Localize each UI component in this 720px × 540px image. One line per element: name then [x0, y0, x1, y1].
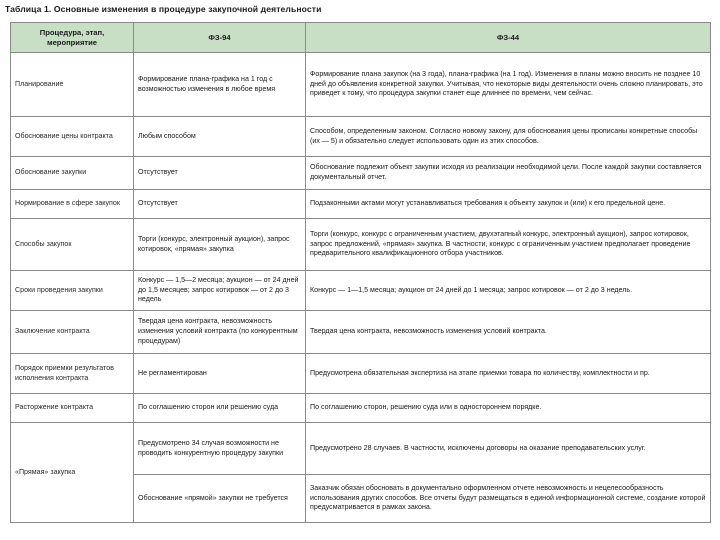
stage-cell: Способы закупок [11, 219, 134, 271]
stage-cell: Заключение контракта [11, 311, 134, 354]
stage-cell: Обоснование цены контракта [11, 117, 134, 157]
fz44-cell: Формирование плана закупок (на 3 года), плана-графика (на 1 год). Изменения в планы можно вносить не позднее 10 дней до объявления конкретной закупки. Учитывая, что некоторые виды деятельности очень сложно планировать, это приведет к тому, что процедура закупки станет еще длиннее по времени, чем сейчас. [306, 53, 711, 117]
fz94-cell: Конкурс — 1,5—2 месяца; аукцион — от 24 дней до 1,5 месяцев; запрос котировок — от 2 до 3 недель [134, 271, 306, 311]
fz94-cell: Твердая цена контракта, невозможность изменения условий контракта (по конкурентным процедурам) [134, 311, 306, 354]
fz44-cell: Обоснование подлежит объект закупки исходя из реализации необходимой цели. После каждой закупки составляется документальный отчет. [306, 157, 711, 190]
table-caption: Таблица 1. Основные изменения в процедуре закупочной деятельности [5, 4, 322, 14]
fz94-cell: Отсутствует [134, 157, 306, 190]
header-fz44: ФЗ-44 [306, 23, 711, 53]
comparison-table [10, 22, 711, 523]
stage-cell: Планирование [11, 53, 134, 117]
fz94-cell: По соглашению сторон или решению суда [134, 394, 306, 423]
table-row [11, 354, 711, 394]
fz44-cell: Твердая цена контракта, невозможность изменения условий контракта. [306, 311, 711, 354]
fz94-cell: Любым способом [134, 117, 306, 157]
fz44-cell: Конкурс — 1—1,5 месяца; аукцион от 24 дней до 1 месяца; запрос котировок — от 2 до 3 недель. [306, 271, 711, 311]
fz94-cell: Не регламентирован [134, 354, 306, 394]
table-row [11, 190, 711, 219]
fz44-cell: Подзаконными актами могут устанавливаться требования к объекту закупок и (или) к его предельной цене. [306, 190, 711, 219]
stage-cell: Расторжение контракта [11, 394, 134, 423]
table-row [11, 53, 711, 117]
fz94-cell: Торги (конкурс, электронный аукцион), запрос котировок, «прямая» закупка [134, 219, 306, 271]
fz44-cell: Торги (конкурс, конкурс с ограниченным участием, двухэтапный конкурс, электронный аукцион), запрос котировок, запрос предложений, «прямая» закупка. В частности, конкурс с ограниченным участием предполагает проведение предварительного квалификационного отбора участников. [306, 219, 711, 271]
table-row [11, 219, 711, 271]
fz44-cell: Предусмотрено 28 случаев. В частности, исключены договоры на оказание преподавательских услуг. [306, 423, 711, 475]
header-row [11, 23, 711, 53]
table-row [11, 394, 711, 423]
fz94-cell: Обоснование «прямой» закупки не требуется [134, 475, 306, 523]
header-fz94: ФЗ-94 [134, 23, 306, 53]
fz44-cell: Заказчик обязан обосновать в документально оформленном отчете невозможность и нецелесообразность использования других способов. Все отчеты будут размещаться в единой информационной системе, создание которой предусматривается в рамках закона. [306, 475, 711, 523]
stage-cell: «Прямая» закупка [11, 423, 134, 523]
fz94-cell: Формирование плана-графика на 1 год с возможностью изменения в любое время [134, 53, 306, 117]
fz44-cell: По соглашению сторон, решению суда или в одностороннем порядке. [306, 394, 711, 423]
table-row [11, 423, 711, 475]
header-stage: Процедура, этап, мероприятие [11, 23, 134, 53]
fz94-cell: Отсутствует [134, 190, 306, 219]
table-row [11, 271, 711, 311]
fz44-cell: Предусмотрена обязательная экспертиза на этапе приемки товара по количеству, комплектности и пр. [306, 354, 711, 394]
fz94-cell: Предусмотрено 34 случая возможности не проводить конкурентную процедуру закупки [134, 423, 306, 475]
stage-cell: Нормирование в сфере закупок [11, 190, 134, 219]
stage-cell: Обоснование закупки [11, 157, 134, 190]
stage-cell: Сроки проведения закупки [11, 271, 134, 311]
stage-cell: Порядок приемки результатов исполнения контракта [11, 354, 134, 394]
table-row [11, 157, 711, 190]
table-row [11, 117, 711, 157]
table-row [11, 311, 711, 354]
fz44-cell: Способом, определенным законом. Согласно новому закону, для обоснования цены прописаны конкретные способы (их — 5) и обязательно следует использовать один из этих способов. [306, 117, 711, 157]
